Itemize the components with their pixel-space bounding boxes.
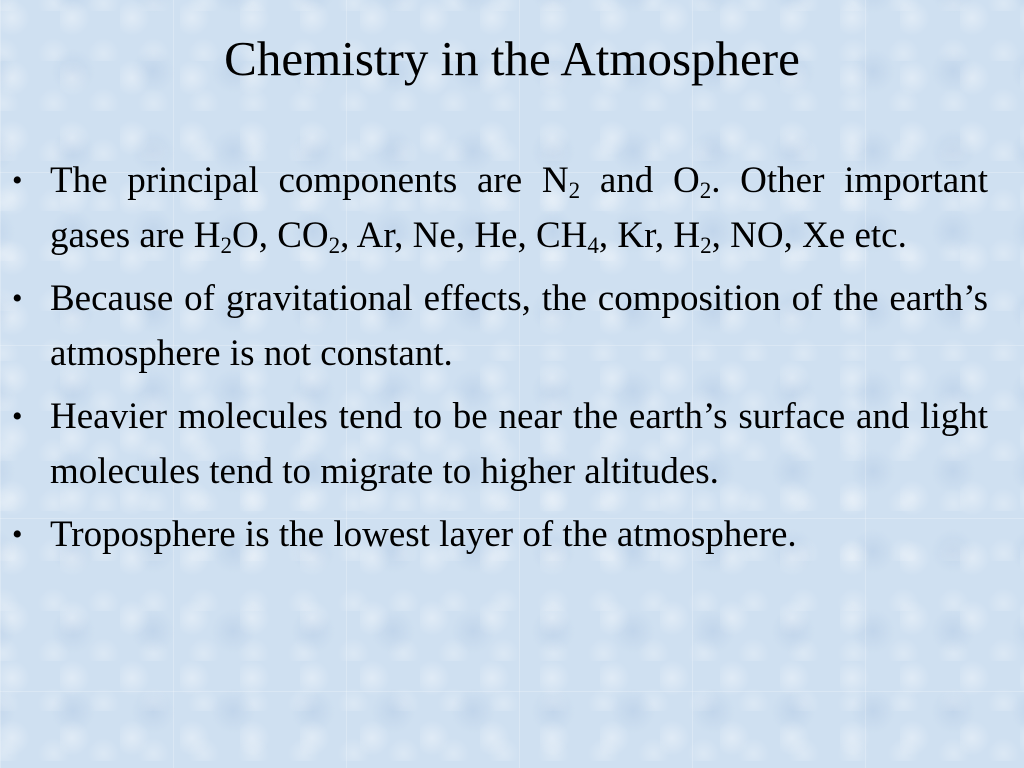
- bullet-text-segment: , NO, Xe etc.: [711, 215, 907, 256]
- bullet-text: Because of gravitational effects, the composition of the earth’s atmosphere is not constant.: [50, 278, 988, 374]
- bullet-marker: •: [12, 400, 23, 433]
- bullet-item: [10, 389, 988, 499]
- bullet-text-segment: and O: [580, 160, 700, 201]
- bullet-text: Troposphere is the lowest layer of the atmosphere.: [50, 514, 797, 555]
- subscript: 4: [587, 232, 599, 258]
- bullet-item: [10, 153, 988, 263]
- bullet-text-segment: The principal components are N: [50, 160, 569, 201]
- bullet-marker: •: [12, 282, 23, 315]
- subscript: 2: [568, 177, 581, 203]
- bullet-text-segment: , Kr, H: [598, 215, 701, 256]
- bullet-item: [10, 271, 988, 381]
- subscript: 2: [328, 232, 341, 258]
- bullet-text: Heavier molecules tend to be near the earth’s surface and light molecules tend to migrate to higher altitudes.: [50, 396, 988, 492]
- subscript: 2: [699, 177, 712, 203]
- bullet-text-segment: , Ar, Ne, He, CH: [340, 215, 588, 256]
- bullet-list: [10, 153, 988, 570]
- slide-title: Chemistry in the Atmosphere: [224, 31, 800, 86]
- subscript: 2: [700, 232, 712, 258]
- bullet-text-segment: O, CO: [232, 215, 329, 256]
- bullet-marker: •: [12, 164, 23, 197]
- subscript: 2: [220, 232, 233, 258]
- bullet-text: [50, 160, 988, 256]
- bullet-marker: •: [12, 518, 23, 551]
- bullet-text-segment: . Other important gases are H: [50, 160, 989, 256]
- bullet-item: [10, 507, 988, 562]
